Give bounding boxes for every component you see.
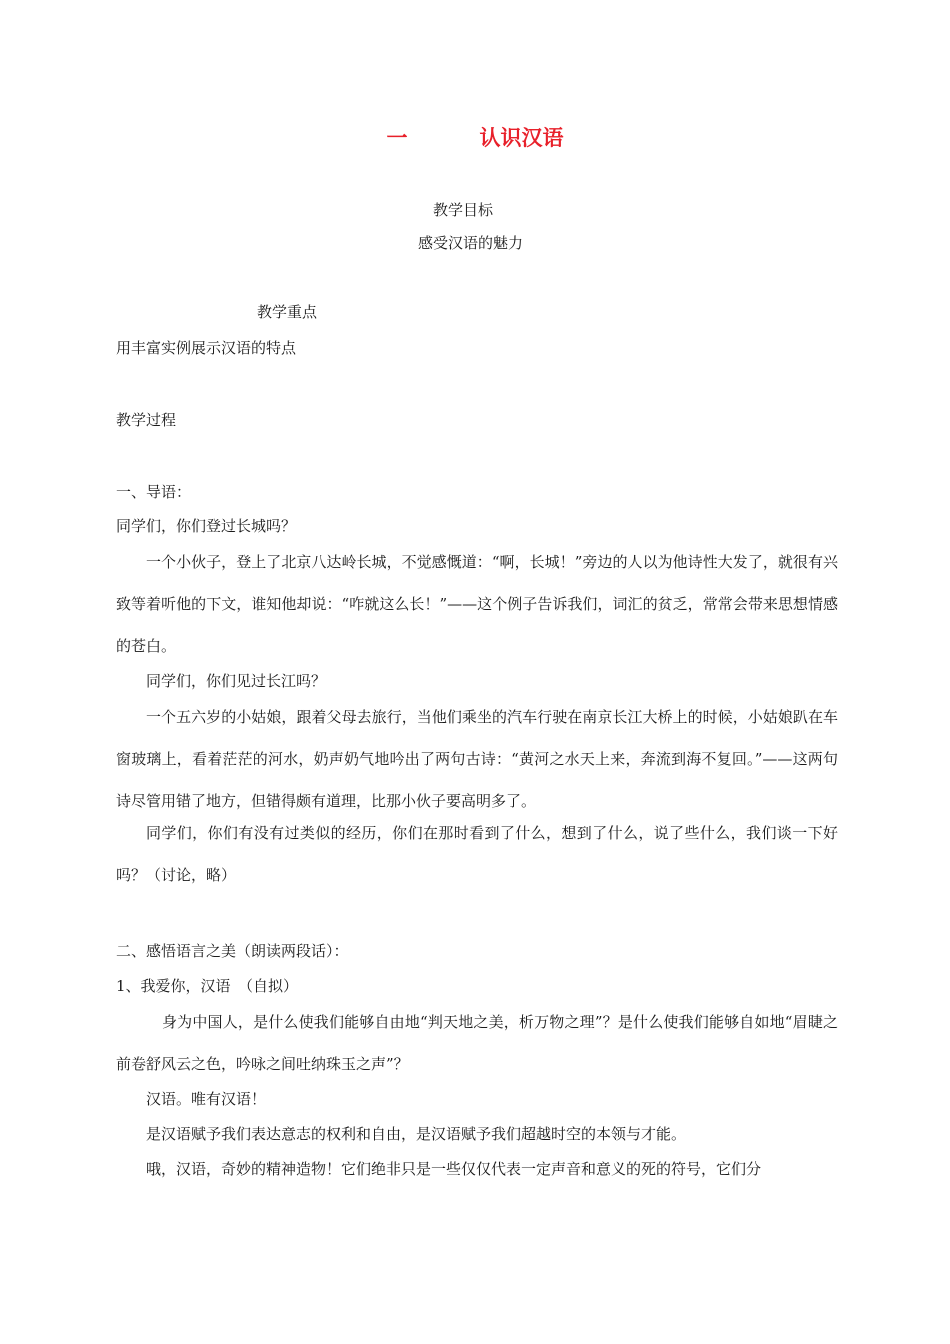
section2-paragraph-1: 身为中国人，是什么使我们能够自由地“判天地之美，析万物之理”？是什么使我们能够自如地“眉睫之前卷舒风云之色，吟咏之间吐纳珠玉之声”？ [116, 1013, 838, 1073]
section1-question-2: 同学们，你们见过长江吗？ [146, 672, 327, 690]
objectives-heading: 教学目标 [433, 201, 494, 219]
section1-paragraph-1: 一个小伙子，登上了北京八达岭长城，不觉感慨道：“啊，长城！”旁边的人以为他诗性大发了，就很有兴致等着听他的下文，谁知他却说：“咋就这么长！”——这个例子告诉我们，词汇的贫乏，常常会带来思想情感的苍白。 [116, 553, 838, 655]
section2-paragraph-2: 汉语。唯有汉语！ [146, 1090, 267, 1108]
section2-heading: 二、感悟语言之美（朗读两段话）： [116, 942, 349, 960]
title-number: 一 [386, 126, 408, 150]
section2-paragraph-4: 哦，汉语，奇妙的精神造物！它们绝非只是一些仅仅代表一定声音和意义的死的符号，它们分 [146, 1160, 762, 1178]
process-heading: 教学过程 [116, 411, 177, 429]
section2-paragraph-3: 是汉语赋予我们表达意志的权利和自由，是汉语赋予我们超越时空的本领与才能。 [146, 1125, 687, 1143]
title-text: 认识汉语 [479, 126, 564, 150]
section1-paragraph-3: 同学们，你们有没有过类似的经历，你们在那时看到了什么，想到了什么，说了些什么，我们谈一下好吗？（讨论，略） [116, 824, 838, 884]
key-points-heading: 教学重点 [257, 303, 318, 321]
section1-paragraph-2: 一个五六岁的小姑娘，跟着父母去旅行，当他们乘坐的汽车行驶在南京长江大桥上的时候，小姑娘趴在车窗玻璃上，看着茫茫的河水，奶声奶气地吟出了两句古诗：“黄河之水天上来，奔流到海不复回。”——这两句诗尽管用错了地方，但错得颇有道理，比那小伙子要高明多了。 [116, 708, 838, 810]
key-points-content: 用丰富实例展示汉语的特点 [116, 339, 297, 357]
section1-heading: 一、导语： [116, 483, 192, 501]
section2-subheading-1: 1、我爱你，汉语 （自拟） [116, 977, 299, 995]
section1-question-1: 同学们，你们登过长城吗？ [116, 517, 297, 535]
document-title [0, 122, 950, 152]
objectives-content: 感受汉语的魅力 [418, 234, 524, 252]
